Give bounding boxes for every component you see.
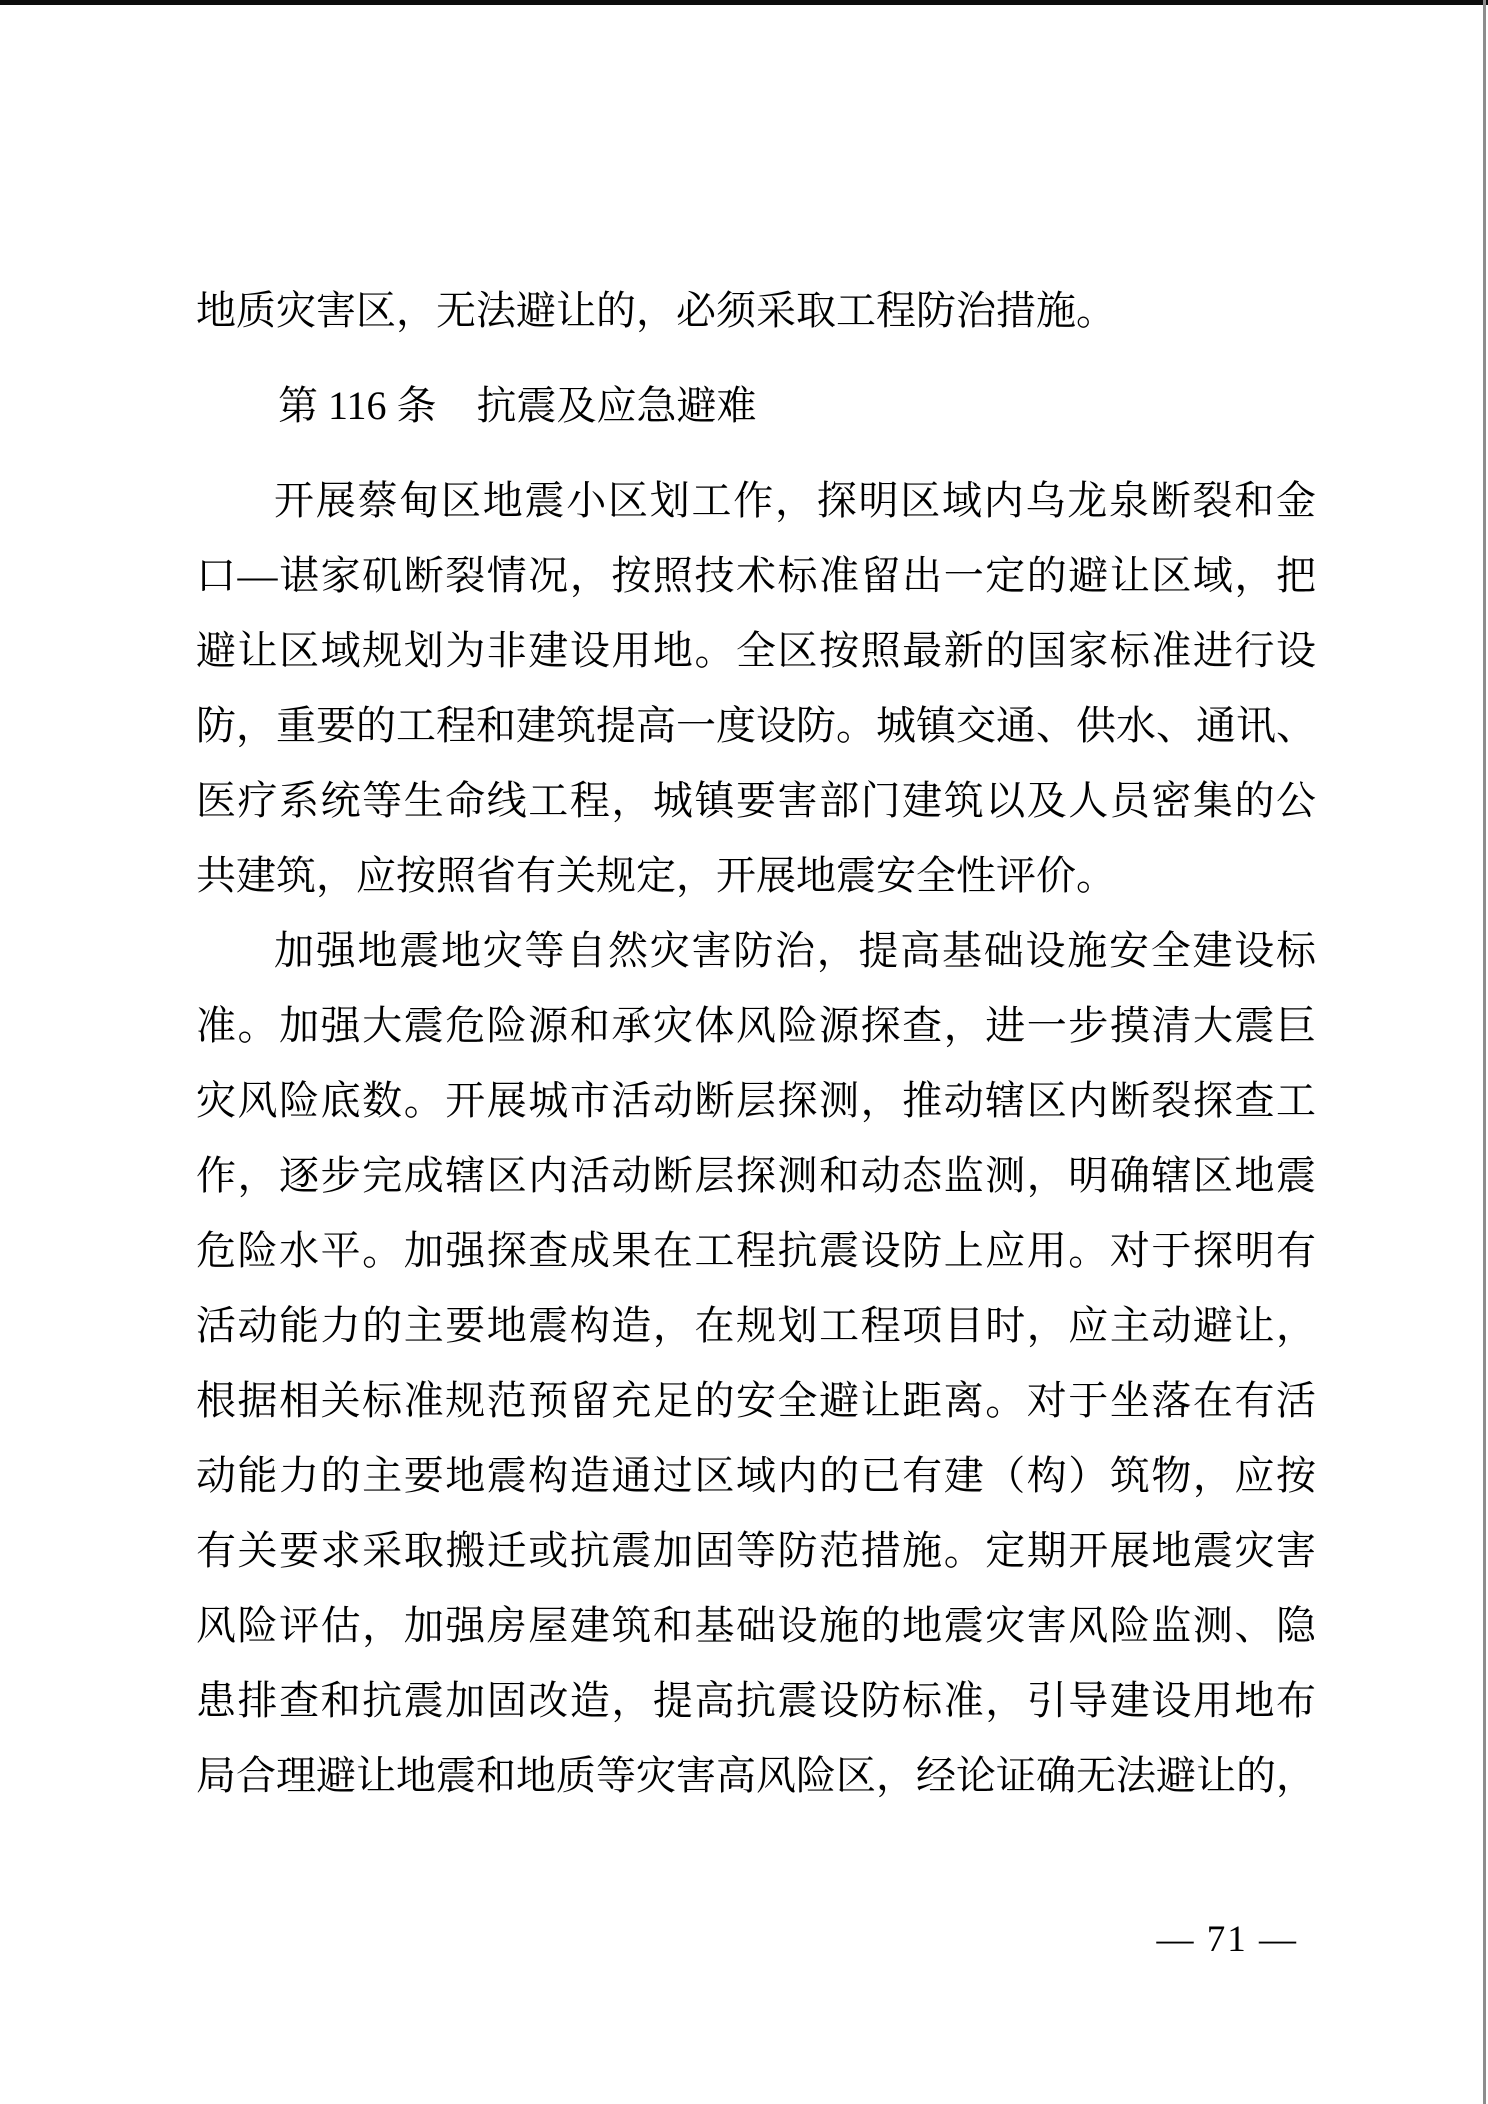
paragraph-1-line: 避让区域规划为非建设用地。全区按照最新的国家标准进行设 bbox=[196, 628, 1316, 673]
paragraph-1-line: 医疗系统等生命线工程，城镇要害部门建筑以及人员密集的公 bbox=[196, 778, 1316, 823]
paragraph-2-line: 患排查和抗震加固改造，提高抗震设防标准，引导建设用地布 bbox=[196, 1678, 1316, 1723]
paragraph-2-line: 风险评估，加强房屋建筑和基础设施的地震灾害风险监测、隐 bbox=[196, 1603, 1316, 1648]
paragraph-1-line: 口—谌家矶断裂情况，按照技术标准留出一定的避让区域，把 bbox=[196, 553, 1316, 598]
paragraph-2-line: 活动能力的主要地震构造，在规划工程项目时，应主动避让， bbox=[196, 1303, 1316, 1348]
document-body bbox=[196, 273, 1316, 1813]
paragraph-2-line: 加强地震地灾等自然灾害防治，提高基础设施安全建设标 bbox=[274, 928, 1316, 973]
paragraph-2-line: 危险水平。加强探查成果在工程抗震设防上应用。对于探明有 bbox=[196, 1228, 1316, 1273]
page-number: — 71 — bbox=[1156, 1919, 1298, 1960]
scan-edge-right bbox=[1483, 0, 1486, 2104]
paragraph-2-line: 准。加强大震危险源和承灾体风险源探查，进一步摸清大震巨 bbox=[196, 1003, 1316, 1048]
article-heading: 第 116 条 抗震及应急避难 bbox=[278, 383, 757, 428]
paragraph-2-line: 有关要求采取搬迁或抗震加固等防范措施。定期开展地震灾害 bbox=[196, 1528, 1316, 1573]
paragraph-2-line: 局合理避让地震和地质等灾害高风险区，经论证确无法避让的， bbox=[196, 1753, 1316, 1798]
paragraph-continuation-line: 地质灾害区，无法避让的，必须采取工程防治措施。 bbox=[196, 288, 1116, 333]
paragraph-1-line: 防，重要的工程和建筑提高一度设防。城镇交通、供水、通讯、 bbox=[196, 703, 1316, 748]
paragraph-2-line: 根据相关标准规范预留充足的安全避让距离。对于坐落在有活 bbox=[196, 1378, 1316, 1423]
paragraph-2-line: 动能力的主要地震构造通过区域内的已有建（构）筑物，应按 bbox=[196, 1453, 1316, 1498]
paragraph-1-line: 共建筑，应按照省有关规定，开展地震安全性评价。 bbox=[196, 853, 1116, 898]
paragraph-2-line: 灾风险底数。开展城市活动断层探测，推动辖区内断裂探查工 bbox=[196, 1078, 1316, 1123]
scan-edge-top bbox=[0, 0, 1488, 5]
paragraph-2-line: 作，逐步完成辖区内活动断层探测和动态监测，明确辖区地震 bbox=[196, 1153, 1316, 1198]
paragraph-1-line: 开展蔡甸区地震小区划工作，探明区域内乌龙泉断裂和金 bbox=[274, 478, 1316, 523]
